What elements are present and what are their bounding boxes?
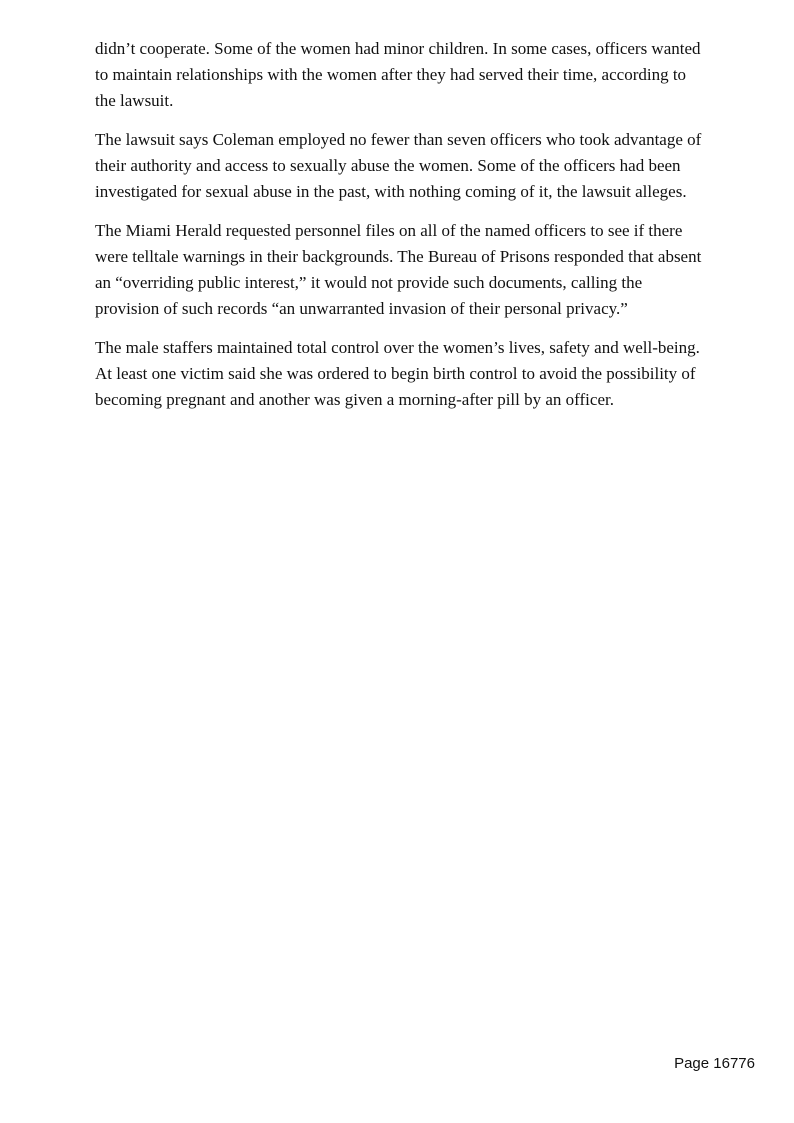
article-body xyxy=(95,36,710,426)
paragraph-1: didn’t cooperate. Some of the women had minor children. In some cases, officers wanted to maintain relationships with the women after they had served their time, according to the lawsuit. xyxy=(95,39,701,110)
paragraph-3: The Miami Herald requested personnel files on all of the named officers to see if there were telltale warnings in their backgrounds. The Bureau of Prisons responded that absent an “overriding public interest,” it would not provide such documents, calling the provision of such records “an unwarranted invasion of their personal privacy.” xyxy=(95,221,702,318)
page-number: Page 16776 xyxy=(674,1055,755,1072)
paragraph-4: The male staffers maintained total control over the women’s lives, safety and well-being. At least one victim said she was ordered to begin birth control to avoid the possibility of becoming pregnant and another was given a morning-after pill by an officer. xyxy=(95,338,700,409)
paragraph-2: The lawsuit says Coleman employed no fewer than seven officers who took advantage of their authority and access to sexually abuse the women. Some of the officers had been investigated for sexual abuse in the past, with nothing coming of it, the lawsuit alleges. xyxy=(95,130,702,201)
